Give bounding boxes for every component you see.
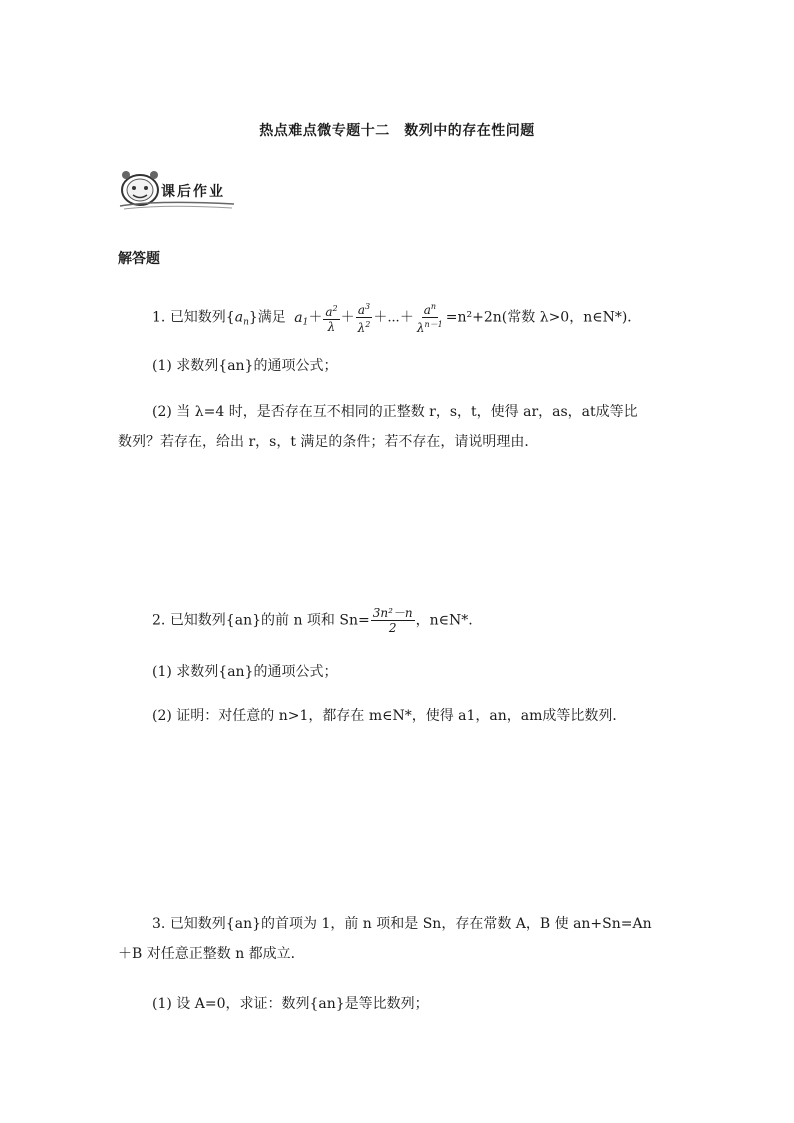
problem-1-number: 1. — [152, 309, 166, 326]
problem-2-number: 2. — [152, 612, 166, 629]
problem-3-stem-line-2: ＋B 对任意正整数 n 都成立． — [118, 946, 305, 962]
fraction-sn: $\frac{\text{3n²－n}}{2}$ — [372, 606, 413, 635]
alarm-clock-icon — [122, 171, 158, 205]
section-heading: 解答题 — [118, 251, 160, 267]
problem-2-part-2: (2) 证明：对任意的 n>1，都存在 m∈N*，使得 a1，an，am成等比数列． — [152, 708, 627, 724]
page-title: 热点难点微专题十二 数列中的存在性问题 — [259, 123, 535, 139]
fraction-term-3: $\frac{a^3}{\lambda^2}$ — [357, 302, 371, 335]
problem-1-stem: 1. 已知数列$\{a_n\}$满足 $a_1+$ $\frac{a^2}{\lambda}$ ＋ $\frac{a^3}{\lambda^2}$ ＋⋯＋ $\frac{a^n}{\lambda^{n-1}}$ =n²+2n(常数 λ>0，n∈N*)． — [152, 302, 642, 335]
problem-1-part-2-line-2: 数列？若存在，给出 r，s，t 满足的条件；若不存在，请说明理由． — [118, 434, 539, 450]
problem-2-stem: 2. 已知数列{an}的前 n 项和 Sn= $\frac{\text{3n²－n}}{2}$ ，n∈N*. — [152, 606, 473, 635]
problem-3-number: 3. — [152, 916, 166, 932]
fraction-term-2: $\frac{a^2}{\lambda}$ — [325, 303, 338, 334]
problem-3-stem-line-1: 3. 已知数列{an}的首项为 1，前 n 项和是 Sn，存在常数 A，B 使 an+Sn=An — [152, 916, 652, 932]
problem-1-part-1: (1) 求数列{an}的通项公式； — [152, 358, 338, 374]
fraction-term-n: $\frac{a^n}{\lambda^{n-1}}$ — [416, 302, 443, 335]
problem-1-part-2-line-1: (2) 当 λ=4 时，是否存在互不相同的正整数 r，s，t，使得 ar，as，at成等比 — [152, 404, 638, 420]
problem-2-part-1: (1) 求数列{an}的通项公式； — [152, 664, 338, 680]
badge-text: 课后作业 — [161, 184, 225, 200]
problem-3-part-1: (1) 设 A=0，求证：数列{an}是等比数列； — [152, 996, 429, 1012]
